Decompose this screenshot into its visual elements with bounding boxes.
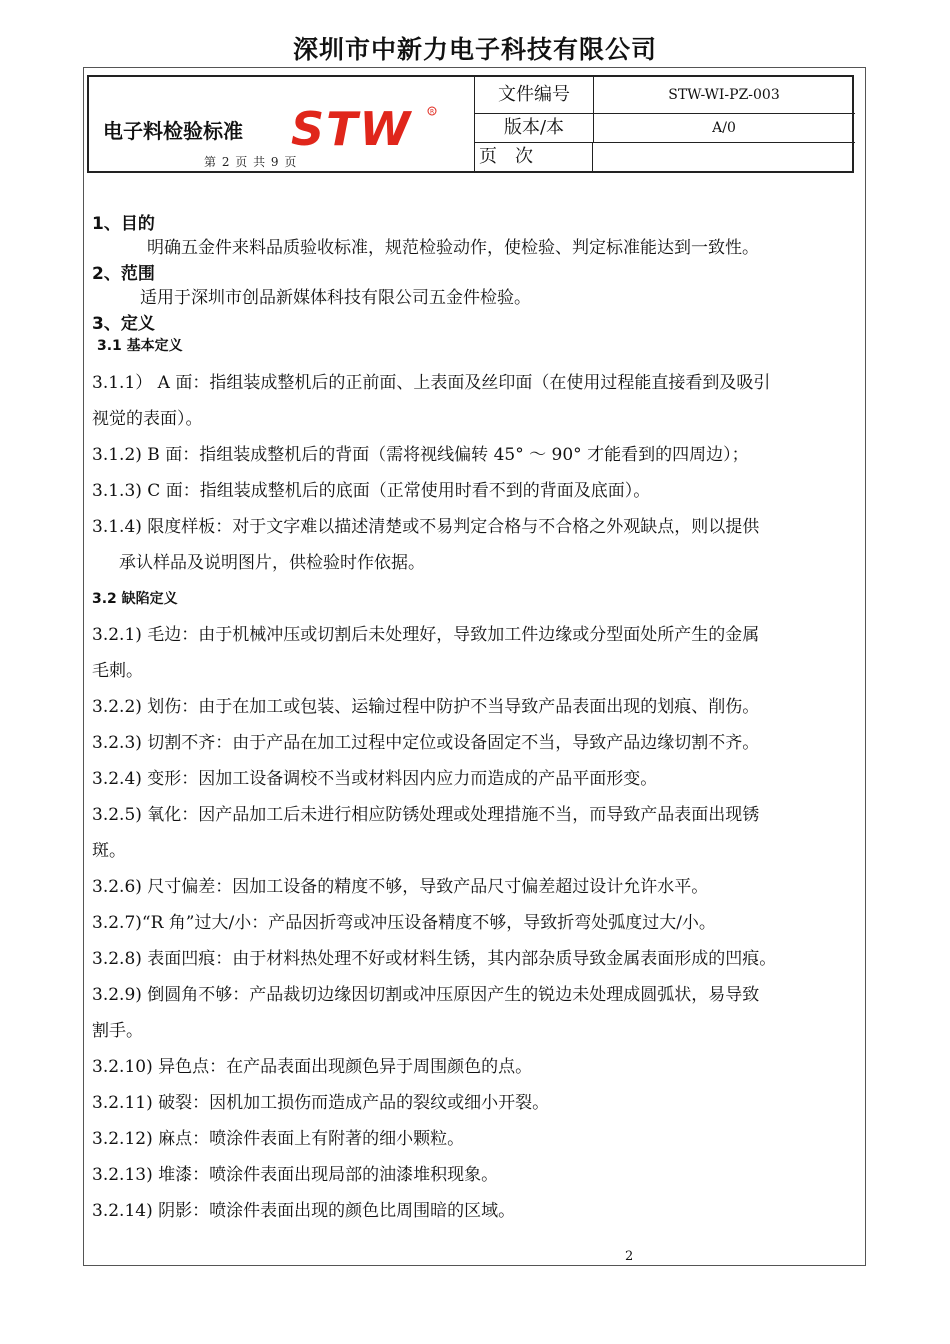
field-label: 页 次 [475,143,593,171]
defect-line: 3.2.12) 麻点：喷涂件表面上有附著的细小颗粒。 [92,1129,465,1149]
defect-line: 割手。 [92,1021,143,1041]
defect-line: 3.2.1) 毛边：由于机械冲压或切割后未处理好，导致加工件边缘或分型面处所产生的金属 [92,625,760,645]
definition-line: 3.1.1） A 面：指组装成整机后的正前面、上表面及丝印面（在使用过程能直接看到及吸引 [92,373,771,393]
defect-line: 3.2.14) 阴影：喷涂件表面出现的颜色比周围暗的区域。 [92,1201,516,1221]
section-text: 明确五金件来料品质验收标准，规范检验动作，使检验、判定标准能达到一致性。 [147,238,759,258]
field-row-doc-number [475,77,855,114]
header-fields [474,77,855,171]
subsection-title: 3.1 基本定义 [97,338,183,354]
document-header [87,75,854,173]
section-title: 1、目的 [92,214,155,234]
field-value: STW-WI-PZ-003 [668,87,780,103]
defect-line: 3.2.3) 切割不齐：由于产品在加工过程中定位或设备固定不当，导致产品边缘切割不齐。 [92,733,760,753]
defect-line: 3.2.4) 变形：因加工设备调校不当或材料因内应力而造成的产品平面形变。 [92,769,658,789]
defect-line: 3.2.8) 表面凹痕：由于材料热处理不好或材料生锈，其内部杂质导致金属表面形成的凹痕。 [92,949,777,969]
defect-line: 3.2.13) 堆漆：喷涂件表面出现局部的油漆堆积现象。 [92,1165,499,1185]
defect-line: 3.2.10) 异色点：在产品表面出现颜色异于周围颜色的点。 [92,1057,533,1077]
definition-line: 承认样品及说明图片，供检验时作依据。 [119,553,425,573]
defect-line: 3.2.11) 破裂：因机加工损伤而造成产品的裂纹或细小开裂。 [92,1093,550,1113]
subsection-title: 3.2 缺陷定义 [92,591,178,607]
field-label: 版本/本 [475,114,594,142]
field-value: A/0 [712,120,736,136]
field-value [593,143,855,171]
field-row-page [475,143,855,171]
definition-line: 视觉的表面）。 [92,409,203,429]
definition-line: 3.1.2) B 面：指组装成整机后的背面（需将视线偏转 45° ～ 90° 才能看到的四周边）； [92,445,749,465]
stw-logo [289,103,439,153]
defect-line: 3.2.5) 氧化：因产品加工后未进行相应防锈处理或处理措施不当，而导致产品表面出现锈 [92,805,760,825]
document-title: 电子料检验标准 [103,119,243,143]
header-title-block [89,77,474,171]
page-number: 2 [625,1249,634,1264]
page-count: 第 2 页 共 9 页 [204,155,298,169]
section-title: 2、范围 [92,264,155,284]
field-label: 文件编号 [475,77,594,113]
section-text: 适用于深圳市创品新媒体科技有限公司五金件检验。 [140,288,531,308]
company-name: 深圳市中新力电子科技有限公司 [292,35,657,64]
svg-text:R: R [430,108,435,116]
definition-line: 3.1.3) C 面：指组装成整机后的底面（正常使用时看不到的背面及底面）。 [92,481,651,501]
section-title: 3、定义 [92,314,155,334]
defect-line: 3.2.6) 尺寸偏差：因加工设备的精度不够，导致产品尺寸偏差超过设计允许水平。 [92,877,709,897]
defect-line: 斑。 [92,841,126,861]
definition-line: 3.1.4) 限度样板：对于文字难以描述清楚或不易判定合格与不合格之外观缺点，则以提供 [92,517,760,537]
defect-line: 3.2.7)“R 角”过大/小：产品因折弯或冲压设备精度不够，导致折弯处弧度过大/小。 [92,913,716,933]
logo-text: STW [291,103,413,153]
defect-line: 毛刺。 [92,661,143,681]
field-row-version [475,114,855,143]
defect-line: 3.2.2) 划伤：由于在加工或包装、运输过程中防护不当导致产品表面出现的划痕、削伤。 [92,697,760,717]
defect-line: 3.2.9) 倒圆角不够：产品裁切边缘因切割或冲压原因产生的锐边未处理成圆弧状，易导致 [92,985,760,1005]
